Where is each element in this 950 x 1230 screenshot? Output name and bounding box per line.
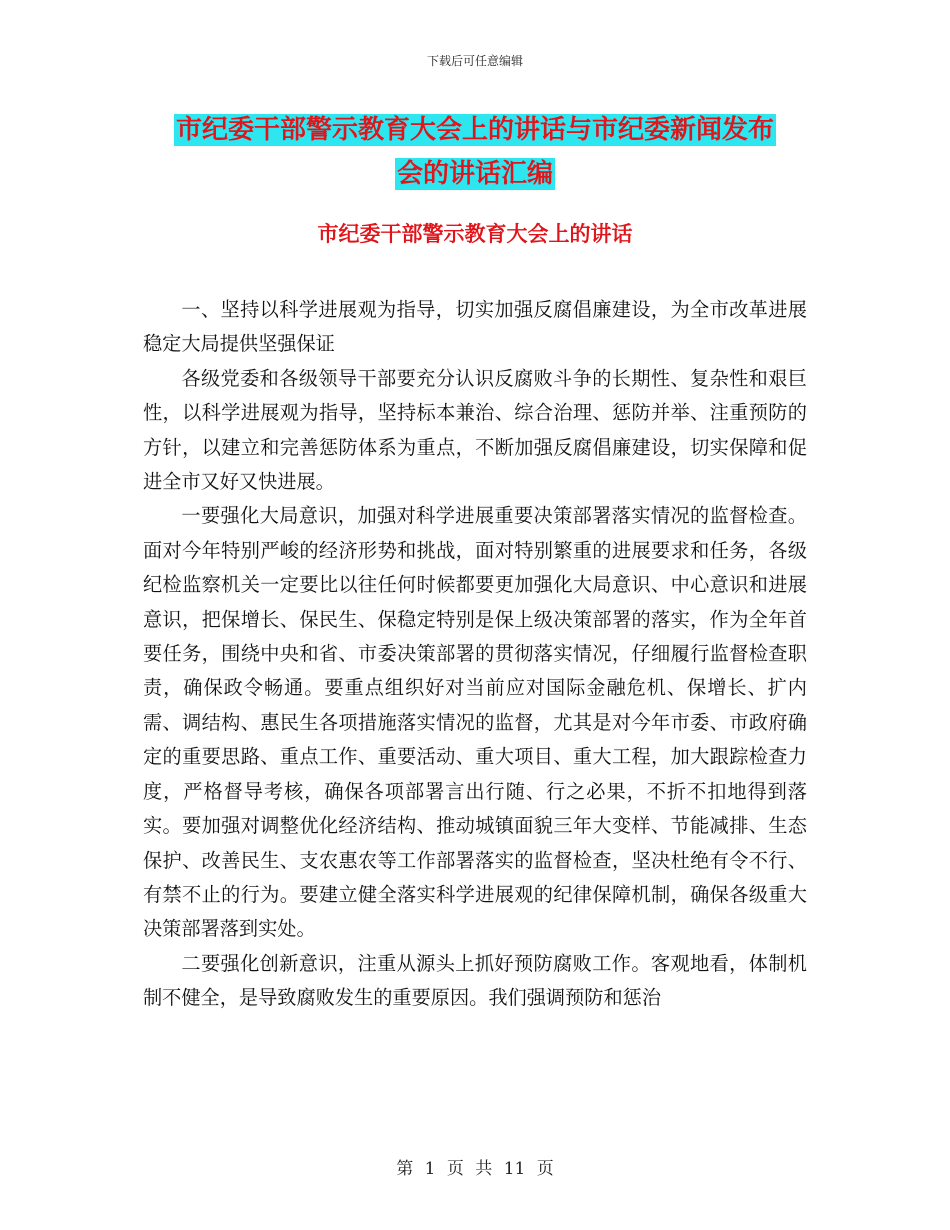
paragraph: 一要强化大局意识，加强对科学进展重要决策部署落实情况的监督检查。面对今年特别严峻的经济形势和挑战，面对特别繁重的进展要求和任务，各级纪检监察机关一定要比以往任何时候都要更加强化大局意识、中心意识和进展意识，把保增长、保民生、保稳定特别是保上级决策部署的落实，作为全年首要任务，围绕中央和省、市委决策部署的贯彻落实情况，仔细履行监督检查职责，确保政令畅通。要重点组织好对当前应对国际金融危机、保增长、扩内需、调结构、惠民生各项措施落实情况的监督，尤其是对今年市委、市政府确定的重要思路、重点工作、重要活动、重大项目、重大工程，加大跟踪检查力度，严格督导考核，确保各项部署言出行随、行之必果，不折不扣地得到落实。要加强对调整优化经济结构、推动城镇面貌三年大变样、节能减排、生态保护、改善民生、支农惠农等工作部署落实的监督检查，坚决杜绝有令不行、有禁不止的行为。要建立健全落实科学进展观的纪律保障机制，确保各级重大决策部署落到实处。	[143, 504, 807, 941]
document-title	[140, 108, 810, 196]
paragraph: 各级党委和各级领导干部要充分认识反腐败斗争的长期性、复杂性和艰巨性，以科学进展观为指导，坚持标本兼治、综合治理、惩防并举、注重预防的方针，以建立和完善惩防体系为重点，不断加强反腐倡廉建设，切实保障和促进全市又好又快进展。	[143, 366, 807, 494]
paragraph: 二要强化创新意识，注重从源头上抓好预防腐败工作。客观地看，体制机制不健全，是导致腐败发生的重要原因。我们强调预防和惩治	[143, 951, 807, 1010]
header-note: 下载后可任意编辑	[426, 54, 523, 68]
document-body	[143, 293, 807, 1016]
paragraph: 一、坚持以科学进展观为指导，切实加强反腐倡廉建设，为全市改革进展稳定大局提供坚强保证	[143, 298, 807, 356]
document-title-line-1: 市纪委干部警示教育大会上的讲话与市纪委新闻发布	[175, 115, 774, 145]
document-title-line-2: 会的讲话汇编	[396, 159, 553, 189]
page-number-footer: 第 1 页 共 11 页	[396, 1159, 554, 1179]
section-title: 市纪委干部警示教育大会上的讲话	[317, 222, 633, 246]
